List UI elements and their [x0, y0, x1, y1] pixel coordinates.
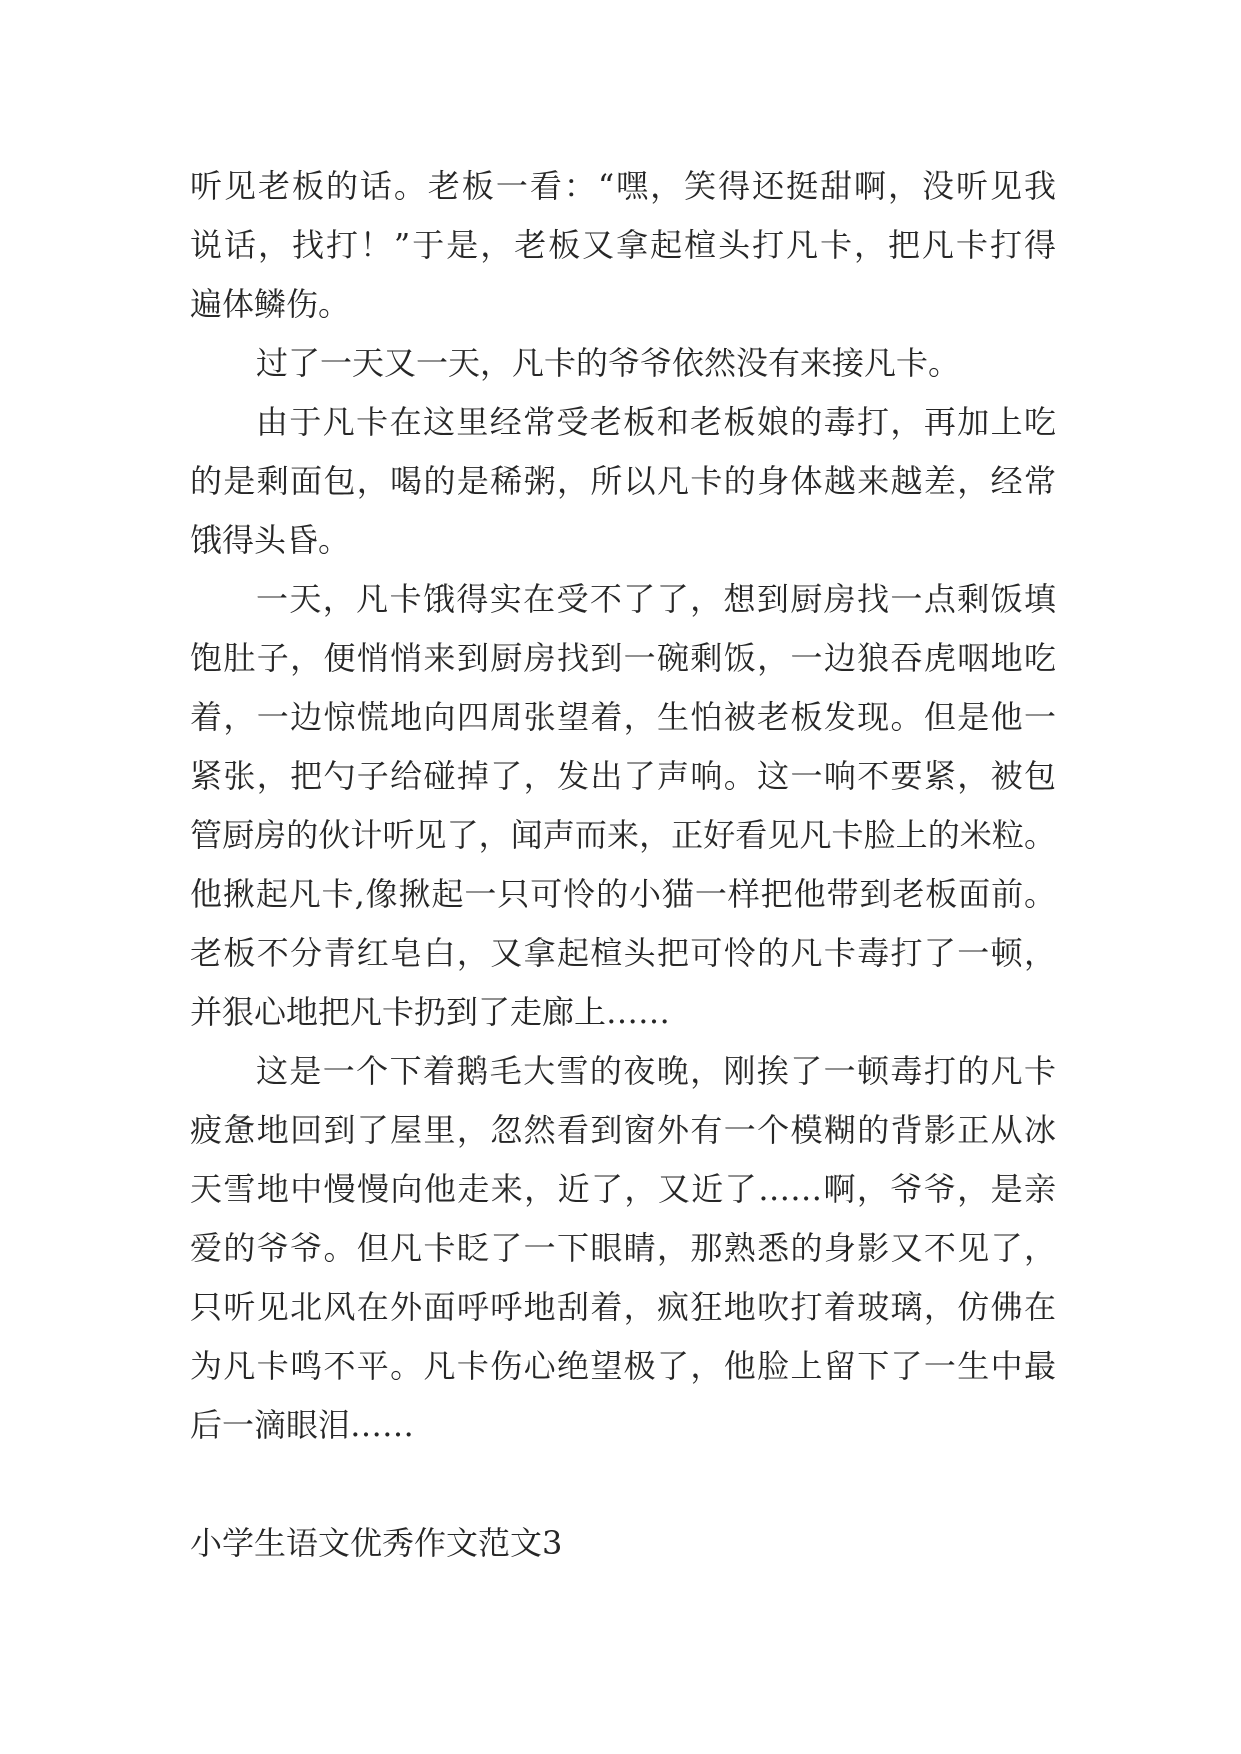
text-line: 紧张，把勺子给碰掉了，发出了声响。这一响不要紧，被包 [190, 757, 1056, 795]
text-line: 听见老板的话。老板一看：“嘿，笑得还挺甜啊，没听见我 [190, 167, 1056, 205]
text-line: 由于凡卡在这里经常受老板和老板娘的毒打，再加上吃 [256, 403, 1056, 441]
paragraph [190, 393, 1056, 570]
text-line: 只听见北风在外面呼呼地刮着，疯狂地吹打着玻璃，仿佛在 [190, 1288, 1056, 1326]
text-line: 的是剩面包，喝的是稀粥，所以凡卡的身体越来越差，经常 [190, 462, 1056, 500]
text-line: 老板不分青红皂白，又拿起楦头把可怜的凡卡毒打了一顿， [190, 934, 1056, 972]
paragraph [190, 157, 1056, 334]
text-line: 为凡卡鸣不平。凡卡伤心绝望极了，他脸上留下了一生中最 [190, 1347, 1056, 1385]
text-line: 并狠心地把凡卡扔到了走廊上…… [190, 993, 671, 1031]
text-line: 爱的爷爷。但凡卡眨了一下眼睛，那熟悉的身影又不见了， [190, 1229, 1056, 1267]
text-line: 饱肚子，便悄悄来到厨房找到一碗剩饭，一边狼吞虎咽地吃 [190, 639, 1056, 677]
paragraph [190, 570, 1056, 1042]
section-heading: 小学生语文优秀作文范文3 [190, 1524, 563, 1562]
text-line: 过了一天又一天，凡卡的爷爷依然没有来接凡卡。 [256, 344, 961, 382]
text-line: 这是一个下着鹅毛大雪的夜晚，刚挨了一顿毒打的凡卡 [256, 1052, 1056, 1090]
text-line: 管厨房的伙计听见了，闻声而来，正好看见凡卡脸上的米粒。 [190, 816, 1056, 854]
text-line: 饿得头昏。 [190, 521, 351, 559]
document-body [190, 157, 1056, 1573]
text-line: 后一滴眼泪…… [190, 1406, 415, 1444]
text-line: 着，一边惊慌地向四周张望着，生怕被老板发现。但是他一 [190, 698, 1056, 736]
paragraph [190, 1042, 1056, 1455]
text-line: 一天，凡卡饿得实在受不了了，想到厨房找一点剩饭填 [256, 580, 1056, 618]
text-line: 说话，找打！”于是，老板又拿起楦头打凡卡，把凡卡打得 [190, 226, 1056, 264]
text-line: 疲惫地回到了屋里，忽然看到窗外有一个模糊的背影正从冰 [190, 1111, 1056, 1149]
text-line: 他揪起凡卡,像揪起一只可怜的小猫一样把他带到老板面前。 [190, 875, 1056, 913]
text-line: 遍体鳞伤。 [190, 285, 351, 323]
paragraph [190, 334, 1056, 393]
text-line: 天雪地中慢慢向他走来，近了，又近了……啊，爷爷，是亲 [190, 1170, 1056, 1208]
